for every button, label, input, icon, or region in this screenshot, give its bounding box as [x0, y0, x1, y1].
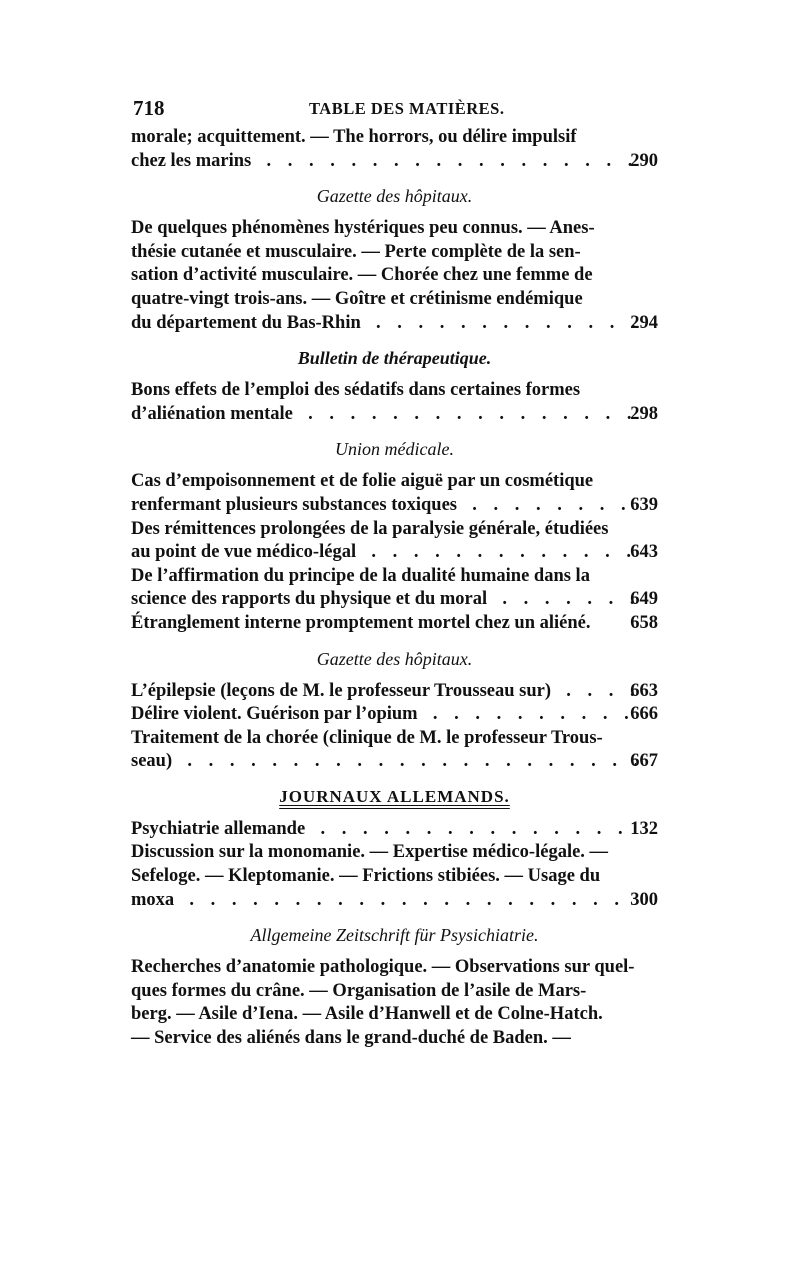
toc-entry-text: seau) [131, 751, 173, 772]
toc-entry-text: science des rapports du physique et du moral [131, 589, 488, 610]
toc-entry-last-line [131, 494, 658, 518]
leader-dots [360, 541, 636, 565]
group-heading: JOURNAUX ALLEMANDS. [279, 786, 510, 806]
journal-section-title: Union médicale. [335, 439, 454, 460]
leader-dots [422, 703, 637, 727]
leader-dots [297, 403, 636, 427]
toc-entry-line: Traitement de la chorée (clinique de M. le professeur Trous- [131, 727, 603, 748]
toc-entry-text: Psychiatrie allemande [131, 818, 306, 839]
toc-page-number: 298 [630, 403, 658, 424]
toc-entry-line: berg. — Asile d’Iena. — Asile d’Hanwell et de Colne-Hatch. [131, 1004, 603, 1025]
toc-entry-line: Cas d’empoisonnement et de folie aiguë par un cosmétique [131, 471, 594, 492]
toc-entry [131, 126, 658, 173]
toc-entry-line: sation d’activité musculaire. — Chorée chez une femme de [131, 265, 593, 286]
leader-dots [461, 494, 636, 518]
toc-entry-line: Des rémittences prolongées de la paralysie générale, étudiées [131, 518, 609, 539]
toc-entry-text: moxa [131, 889, 175, 910]
leader-dots [555, 680, 636, 704]
toc-entry [131, 680, 658, 704]
toc-entry-line: quatre-vingt trois-ans. — Goître et crétinisme endémique [131, 288, 583, 309]
toc-entry-last-line [131, 703, 658, 727]
toc-entry-text: chez les marins [131, 150, 252, 171]
toc-entry-line: Discussion sur la monomanie. — Expertise médico-légale. — [131, 842, 609, 863]
toc-entry-last-line [131, 750, 658, 774]
toc-entry-last-line [131, 680, 658, 704]
toc-entry [131, 518, 658, 565]
toc-entry-last-line [131, 588, 658, 612]
journal-section-title: Gazette des hôpitaux. [316, 648, 473, 669]
toc-entry [131, 470, 658, 517]
toc-entry [131, 818, 658, 842]
journal-section-title: Bulletin de thérapeutique. [297, 348, 492, 369]
leader-dots [176, 750, 636, 774]
toc-entry-line: Sefeloge. — Kleptomanie. — Frictions stibiées. — Usage du [131, 866, 601, 887]
journal-section-title: Allgemeine Zeitschrift für Psysichiatrie. [250, 925, 539, 946]
page-header [133, 96, 653, 126]
leader-dots [309, 818, 636, 842]
toc-entry [131, 841, 658, 912]
toc-entry-text: d’aliénation mentale [131, 403, 293, 424]
toc-page-number: 132 [630, 818, 658, 839]
toc-entry-line: Bons effets de l’emploi des sédatifs dans certaines formes [131, 380, 581, 401]
toc-entry-text: renfermant plusieurs substances toxiques [131, 494, 457, 515]
toc-entry [131, 727, 658, 774]
toc-page-number: 658 [630, 612, 658, 633]
toc-entry-line: thésie cutanée et musculaire. — Perte complète de la sen- [131, 241, 581, 262]
leader-dots [255, 150, 636, 174]
page-number: 718 [133, 96, 165, 120]
toc-entry [131, 217, 658, 335]
toc-entry-line: Recherches d’anatomie pathologique. — Observations sur quel- [131, 957, 635, 978]
toc-entry [131, 703, 658, 727]
toc-entry-text: L’épilepsie (leçons de M. le professeur Trousseau sur) [131, 680, 552, 701]
toc-page-number: 663 [630, 680, 658, 701]
toc-entry-last-line [131, 312, 658, 336]
leader-dots [365, 312, 636, 336]
toc-page-number: 294 [630, 312, 658, 333]
toc-entry [131, 956, 658, 1050]
toc-entry-line: De quelques phénomènes hystériques peu connus. — Anes- [131, 218, 595, 239]
toc-entry-last-line [131, 150, 658, 174]
toc-page-number: 666 [630, 704, 658, 725]
leader-dots [491, 588, 636, 612]
toc-page-number: 667 [630, 751, 658, 772]
toc-entry [131, 379, 658, 426]
toc-entry-last-line [131, 818, 658, 842]
journal-section-title: Gazette des hôpitaux. [316, 186, 473, 207]
toc-page-number: 300 [630, 889, 658, 910]
toc-page-number: 639 [630, 494, 658, 515]
running-title: TABLE DES MATIÈRES. [309, 99, 505, 118]
toc-entry [131, 565, 658, 612]
toc-entry-line: ques formes du crâne. — Organisation de l’asile de Mars- [131, 980, 587, 1001]
toc-entry-last-line [131, 541, 658, 565]
toc-page-number: 643 [630, 542, 658, 563]
toc-entry [131, 612, 658, 636]
toc-page-number: 290 [630, 150, 658, 171]
toc-entry-text: Délire violent. Guérison par l’opium [131, 704, 418, 725]
toc-entry-text: Étranglement interne promptement mortel chez un aliéné. [131, 612, 591, 633]
toc-entry-last-line [131, 403, 658, 427]
toc-entry-last-line [131, 612, 658, 636]
table-of-contents [131, 126, 658, 1051]
toc-entry-line: De l’affirmation du principe de la dualité humaine dans la [131, 565, 590, 586]
toc-entry-line: morale; acquittement. — The horrors, ou délire impulsif [131, 127, 577, 147]
toc-entry-text: au point de vue médico-légal [131, 542, 357, 563]
toc-entry-text: du département du Bas-Rhin [131, 312, 361, 333]
toc-page-number: 649 [630, 589, 658, 610]
leader-dots [178, 889, 636, 913]
toc-entry-line: — Service des aliénés dans le grand-duché de Baden. — [131, 1028, 571, 1049]
toc-entry-last-line [131, 889, 658, 913]
